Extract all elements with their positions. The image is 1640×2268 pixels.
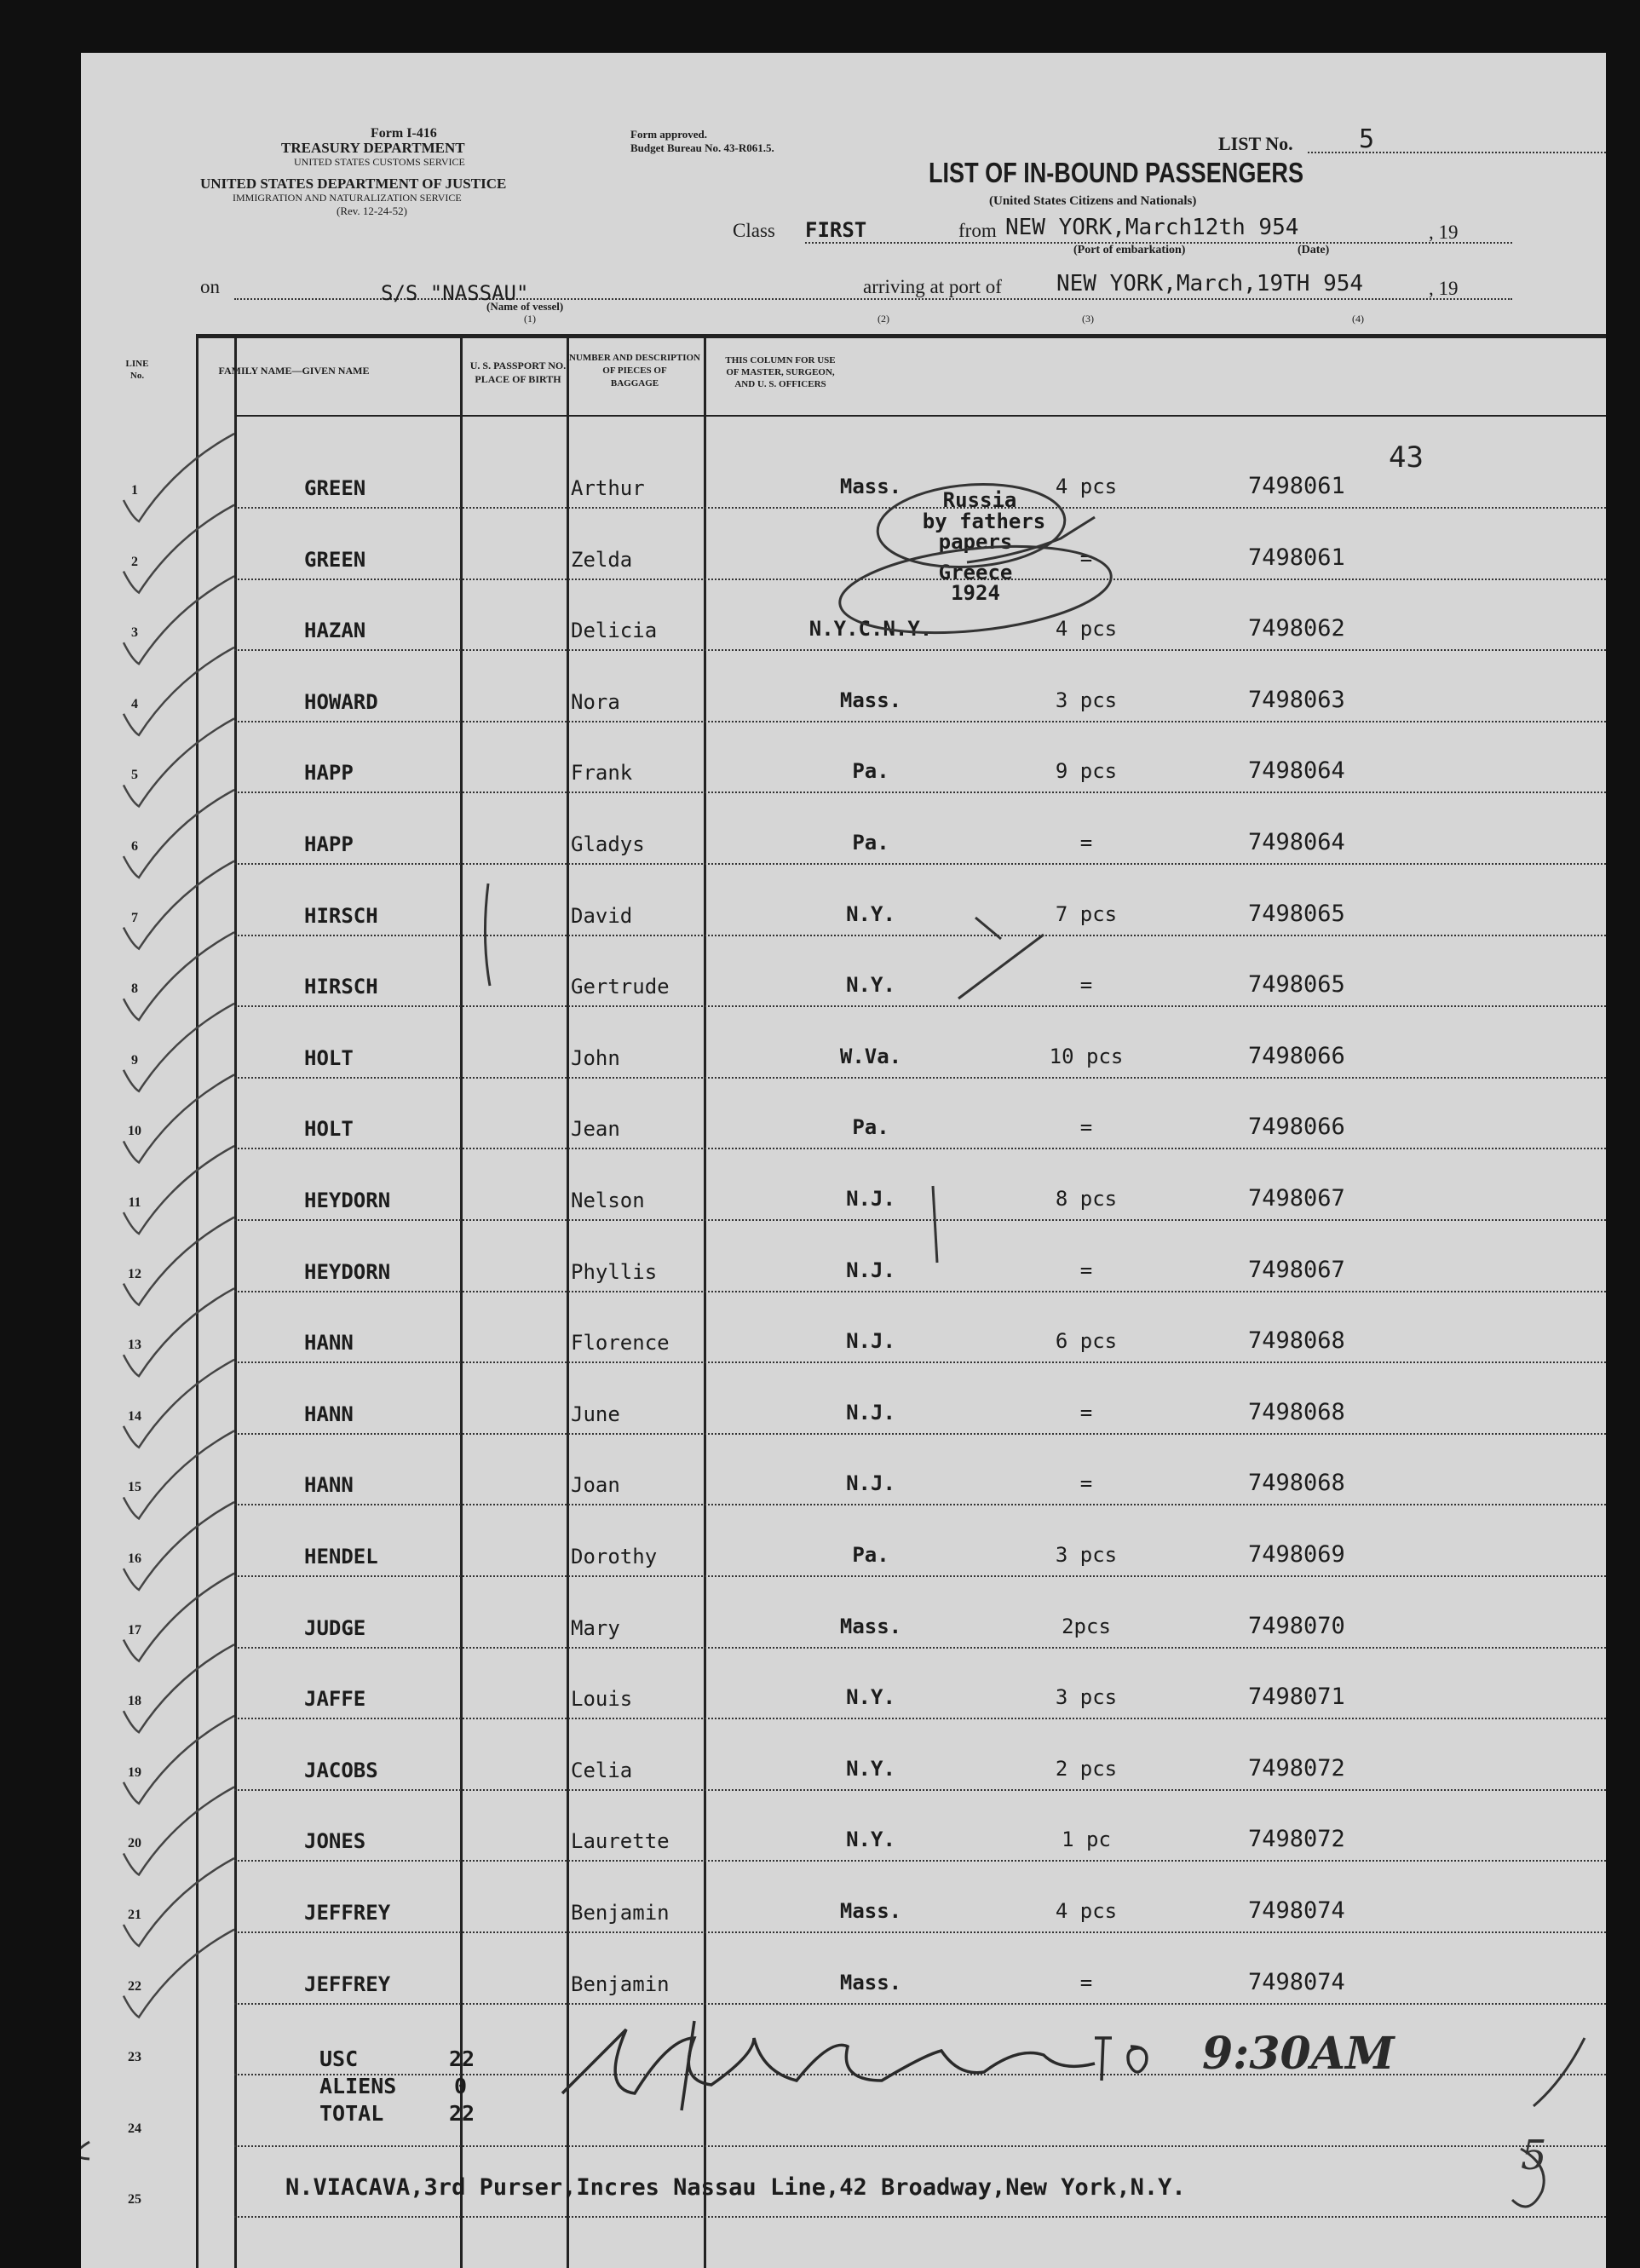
embark-caption: (Port of embarkation) [1073, 244, 1186, 256]
passport-number: 7498064 [1248, 829, 1345, 855]
baggage: = [1079, 1471, 1093, 1496]
usc-value: 22 [449, 2046, 475, 2071]
family-name: HOLT [304, 1117, 354, 1142]
place-of-birth: Pa. [852, 1543, 889, 1567]
aliens-value: 0 [454, 2074, 468, 2098]
header-officers-1: THIS COLUMN FOR USE [725, 355, 836, 366]
passport-number: 7498066 [1248, 1114, 1345, 1141]
baggage: 4 pcs [1055, 617, 1118, 642]
header-passport: U. S. PASSPORT NO. [469, 360, 567, 371]
place-of-birth: N.Y. [846, 901, 895, 926]
given-name: Jean [571, 1117, 620, 1142]
place-of-birth: Pa. [852, 759, 889, 784]
given-name: David [571, 903, 633, 928]
family-name: HEYDORN [304, 1259, 391, 1284]
zelda-birth-note-1: Russia [942, 488, 1017, 512]
given-name: Gertrude [571, 975, 670, 999]
passport-number: 7498067 [1248, 1185, 1345, 1212]
year-suffix-2: , 19 [1429, 278, 1459, 299]
zelda-birth-note-3: papers [938, 530, 1013, 554]
line-number: 16 [128, 1551, 141, 1566]
column-mark-2: (2) [878, 313, 889, 325]
form-number: Form I-416 [371, 126, 437, 141]
vessel-caption: (Name of vessel) [486, 300, 564, 313]
place-of-birth: Mass. [839, 688, 902, 712]
total-value: 22 [449, 2101, 475, 2126]
officer-count: 43 [1389, 440, 1424, 475]
manifest-sheet [81, 53, 1606, 2268]
line-number: 18 [128, 1694, 141, 1709]
line-number: 10 [128, 1124, 141, 1139]
budget-bureau: Budget Bureau No. 43-R061.5. [630, 141, 774, 154]
check-mark [124, 1146, 234, 1234]
passport-number: 7498066 [1248, 1042, 1345, 1069]
place-of-birth: N.Y. [846, 1756, 895, 1781]
usc-label: USC [319, 2046, 359, 2071]
family-name: HIRSCH [304, 975, 378, 999]
header-line-no: LINE No. [125, 359, 149, 381]
place-of-birth: N.J. [846, 1400, 895, 1425]
given-name: Nelson [571, 1189, 645, 1212]
baggage: 3 pcs [1055, 688, 1118, 712]
baggage: 8 pcs [1055, 1187, 1118, 1211]
given-name: Celia [571, 1758, 633, 1782]
baggage: 3 pcs [1055, 1543, 1118, 1567]
pen-markings [81, 53, 1606, 2268]
purser-line: N.VIACAVA,3rd Purser,Incres Nassau Line,42 Broadway,New York,N.Y. [285, 2174, 1186, 2201]
place-of-birth: N.Y. [846, 1828, 895, 1852]
family-name: GREEN [304, 547, 366, 572]
family-name: HOWARD [304, 689, 378, 714]
customs-label: UNITED STATES CUSTOMS SERVICE [294, 156, 465, 168]
signature-time: 9:30AM [1202, 2028, 1395, 2080]
given-name: Zelda [571, 547, 633, 572]
header-birthplace: PLACE OF BIRTH [475, 373, 561, 385]
family-name: JUDGE [304, 1615, 366, 1640]
given-name: John [571, 1045, 620, 1070]
place-of-birth: N.J. [846, 1329, 895, 1354]
check-mark [124, 1360, 234, 1448]
place-of-birth: Mass. [839, 1614, 902, 1638]
line-number: 19 [128, 1764, 141, 1780]
form-title: LIST OF IN-BOUND PASSENGERS [929, 157, 1304, 188]
baggage: 7 pcs [1055, 901, 1118, 926]
passport-number: 7498065 [1248, 900, 1345, 927]
baggage: 3 pcs [1055, 1685, 1118, 1710]
given-name: Nora [571, 689, 620, 714]
baggage: 6 pcs [1055, 1329, 1118, 1354]
line-number: 21 [128, 1908, 141, 1922]
line-number: 6 [131, 839, 138, 854]
form-subtitle: (United States Citizens and Nationals) [989, 194, 1197, 208]
place-of-birth: N.Y. [846, 1685, 895, 1710]
check-mark [124, 1502, 234, 1590]
on-label: on [200, 276, 220, 297]
check-mark [124, 1288, 234, 1376]
line-number: 4 [131, 696, 138, 711]
baggage: 2pcs [1062, 1614, 1111, 1638]
header-baggage-3: BAGGAGE [610, 378, 659, 389]
family-name: HAPP [304, 761, 354, 786]
line-number: 12 [128, 1266, 141, 1281]
check-mark [124, 505, 234, 593]
line-number: 13 [128, 1338, 141, 1353]
family-name: JACOBS [304, 1758, 378, 1782]
baggage: 10 pcs [1049, 1044, 1124, 1068]
given-name: Benjamin [571, 1901, 670, 1925]
treasury-label: TREASURY DEPARTMENT [281, 140, 465, 156]
family-name: JEFFREY [304, 1901, 391, 1925]
baggage: 1 pc [1062, 1828, 1111, 1852]
family-name: HANN [304, 1473, 354, 1498]
line-number: 11 [128, 1195, 141, 1210]
family-name: JAFFE [304, 1687, 366, 1712]
line-number: 3 [131, 625, 138, 641]
place-of-birth: Mass. [839, 1970, 902, 1995]
check-mark [124, 861, 234, 949]
baggage: = [1079, 831, 1093, 855]
passport-number: 7498072 [1248, 1754, 1345, 1782]
header-officers-2: OF MASTER, SURGEON, [726, 367, 835, 377]
line-number: 20 [128, 1836, 141, 1851]
revision-label: (Rev. 12-24-52) [337, 204, 407, 217]
check-mark [124, 718, 234, 806]
signature [562, 2021, 1147, 2110]
passport-number: 7498072 [1248, 1826, 1345, 1853]
baggage: = [1079, 973, 1093, 998]
line-number: 2 [131, 554, 138, 569]
place-of-birth: Mass. [839, 1899, 902, 1923]
date-caption: (Date) [1298, 244, 1330, 256]
given-name: Phyllis [571, 1259, 658, 1284]
line-number: 15 [128, 1480, 141, 1495]
header-baggage-1: NUMBER AND DESCRIPTION [568, 353, 701, 363]
given-name: Louis [571, 1687, 633, 1712]
family-name: HANN [304, 1331, 354, 1356]
baggage: = [1079, 1115, 1093, 1140]
family-name: HENDEL [304, 1545, 378, 1569]
given-name: Florence [571, 1331, 670, 1356]
passport-number: 7498074 [1248, 1897, 1345, 1924]
check-mark [124, 1858, 234, 1946]
family-name: JONES [304, 1829, 366, 1854]
header-name: FAMILY NAME—GIVEN NAME [218, 365, 370, 377]
line-number: 9 [131, 1052, 138, 1068]
given-name: Mary [571, 1615, 620, 1640]
ins-label: IMMIGRATION AND NATURALIZATION SERVICE [233, 192, 462, 204]
check-mark [124, 1430, 234, 1518]
header-officers-3: AND U. S. OFFICERS [734, 379, 826, 389]
line-number: 8 [131, 981, 138, 997]
passport-number: 7498068 [1248, 1470, 1345, 1497]
total-label: TOTAL [319, 2101, 384, 2126]
check-mark [124, 1644, 234, 1732]
margin-mark: 5 [1521, 2132, 1547, 2179]
place-of-birth: W.Va. [839, 1044, 902, 1068]
passport-number: 7498062 [1248, 615, 1345, 642]
check-mark [124, 790, 234, 878]
check-mark [124, 1217, 234, 1305]
baggage: 2 pcs [1055, 1756, 1118, 1781]
family-name: HANN [304, 1402, 354, 1426]
passport-number: 7498061 [1248, 544, 1345, 571]
form-approved: Form approved. [630, 128, 708, 141]
port-of-arrival: NEW YORK,March,19TH 954 [1056, 271, 1364, 296]
passport-number: 7498068 [1248, 1327, 1345, 1355]
list-number: 5 [1359, 124, 1375, 154]
given-name: Gladys [571, 832, 645, 856]
from-label: from [958, 220, 997, 241]
check-mark [124, 1930, 234, 2018]
baggage: 9 pcs [1055, 759, 1118, 784]
check-mark [124, 576, 234, 664]
baggage: = [1079, 1258, 1093, 1282]
given-name: Frank [571, 761, 633, 786]
list-no-label: LIST No. [1218, 133, 1293, 154]
line-number: 25 [128, 2192, 141, 2208]
given-name: Benjamin [571, 1972, 670, 1996]
class-value: FIRST [805, 218, 867, 242]
baggage: = [1079, 1970, 1093, 1995]
check-mark [124, 1074, 234, 1162]
line-number: 14 [128, 1408, 141, 1424]
place-of-birth: N.Y.C.N.Y. [808, 617, 933, 642]
passport-number: 7498067 [1248, 1256, 1345, 1283]
given-name: Joan [571, 1473, 620, 1498]
check-mark [124, 1716, 234, 1804]
zelda-birth-note-2: by fathers [922, 509, 1046, 533]
hazan-birth-note-2: 1924 [951, 581, 1000, 605]
given-name: Dorothy [571, 1545, 658, 1569]
place-of-birth: Mass. [839, 475, 902, 498]
year-suffix-1: , 19 [1429, 222, 1459, 243]
column-mark-3: (3) [1082, 313, 1094, 325]
baggage: 4 pcs [1055, 1899, 1118, 1923]
column-mark-4: (4) [1352, 313, 1364, 325]
family-name: HIRSCH [304, 903, 378, 928]
check-mark [124, 434, 234, 521]
line-number: 24 [128, 2121, 141, 2136]
passport-number: 7498070 [1248, 1612, 1345, 1639]
passport-number: 7498065 [1248, 971, 1345, 999]
family-name: HEYDORN [304, 1189, 391, 1212]
check-mark [124, 932, 234, 1020]
vessel-name: S/S "NASSAU" [381, 281, 529, 305]
given-name: June [571, 1402, 620, 1426]
passport-number: 7498061 [1248, 473, 1345, 499]
family-name: GREEN [304, 476, 366, 500]
hazan-birth-note-1: Greece [938, 561, 1013, 584]
line-number: 1 [131, 483, 138, 498]
port-of-embarkation: NEW YORK,March12th 954 [1005, 215, 1299, 240]
check-mark [124, 1574, 234, 1661]
line-number: 5 [131, 768, 138, 783]
passport-number: 7498071 [1248, 1684, 1345, 1711]
family-name: JEFFREY [304, 1972, 391, 1996]
line-number: 23 [128, 2050, 141, 2065]
line-number: 7 [131, 910, 138, 925]
line-number: 17 [128, 1622, 141, 1638]
given-name: Delicia [571, 619, 658, 643]
passport-number: 7498074 [1248, 1968, 1345, 1995]
baggage: 4 pcs [1055, 475, 1118, 498]
line-number: 22 [128, 1978, 141, 1994]
baggage: = [1079, 545, 1093, 570]
family-name: HAZAN [304, 619, 366, 643]
place-of-birth: N.Y. [846, 973, 895, 998]
arriving-label: arriving at port of [863, 276, 1002, 297]
given-name: Laurette [571, 1829, 670, 1854]
baggage: = [1079, 1400, 1093, 1425]
family-name: HAPP [304, 832, 354, 856]
passport-number: 7498064 [1248, 757, 1345, 785]
check-mark [124, 648, 234, 735]
given-name: Arthur [571, 476, 645, 500]
check-mark [124, 1787, 234, 1874]
place-of-birth: Pa. [852, 1115, 889, 1140]
passport-number: 7498063 [1248, 686, 1345, 713]
family-name: HOLT [304, 1045, 354, 1070]
check-mark [124, 1004, 234, 1091]
place-of-birth: Pa. [852, 831, 889, 855]
header-baggage-2: OF PIECES OF [602, 366, 667, 376]
column-mark-1: (1) [524, 313, 536, 325]
class-label: Class [733, 220, 775, 241]
place-of-birth: N.J. [846, 1471, 895, 1496]
aliens-label: ALIENS [319, 2074, 397, 2098]
place-of-birth: N.J. [846, 1187, 895, 1211]
passport-number: 7498069 [1248, 1541, 1345, 1568]
justice-label: UNITED STATES DEPARTMENT OF JUSTICE [200, 176, 507, 192]
place-of-birth: N.J. [846, 1258, 895, 1282]
passport-number: 7498068 [1248, 1398, 1345, 1425]
